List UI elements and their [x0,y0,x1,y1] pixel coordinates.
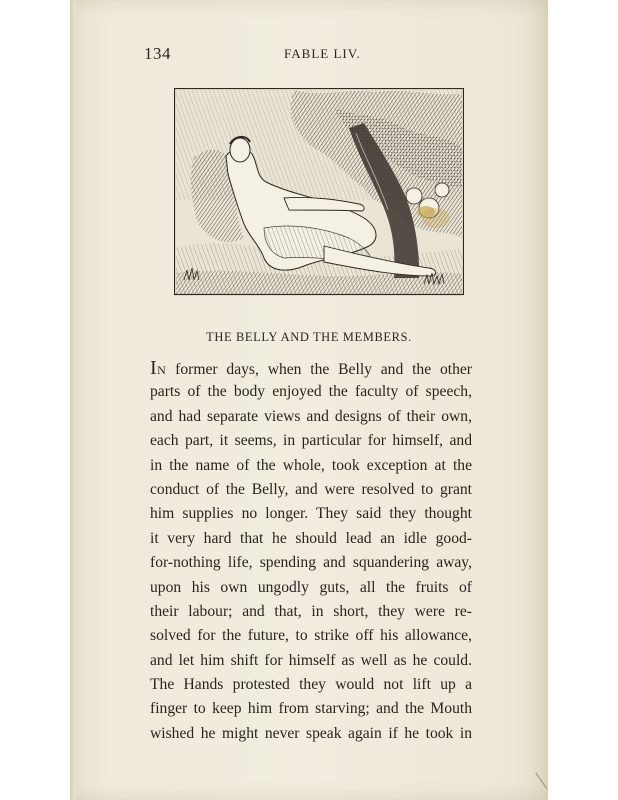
fable-number: FABLE LIV. [284,46,361,61]
drop-cap: I [150,357,158,379]
text-line: parts of the body enjoyed the faculty of speech, [150,383,472,401]
engraving-svg [174,88,464,300]
text-line: him supplies no longer. They said they thought [150,505,472,523]
text-line: for-nothing life, spending and squandering away, [150,554,472,572]
page-number: 134 [144,44,171,63]
text-line: in the name of the whole, took exception at the [150,456,472,474]
text-line: finger to keep him from starving; and the Mouth [150,700,472,718]
text-line: it very hard that he should lead an idle good- [150,529,472,547]
text-line: their labour; and that, in short, they were re- [150,602,472,620]
page-gutter-edge [70,0,76,800]
text-line: solved for the future, to strike off his allowance, [150,627,472,645]
text-line: upon his own ungodly guts, all the fruits of [150,578,472,596]
text-line-first [150,356,472,380]
text-line: wished he might never speak again if he took in [150,724,472,742]
small-cap: N [157,363,167,377]
fable-body-text [150,356,472,746]
fable-title: THE BELLY AND THE MEMBERS. [206,330,412,344]
text-line: each part, it seems, in particular for himself, and [150,432,472,450]
engraving-illustration [174,88,464,300]
text-line: and had separate views and designs of their own, [150,407,472,425]
book-page [70,0,548,800]
running-head [144,44,482,66]
text-line: conduct of the Belly, and were resolved to grant [150,480,472,498]
page-fold-mark [535,767,555,790]
first-line-rest: former days, when the Belly and the other [166,361,472,378]
text-line: The Hands protested they would not lift up a [150,676,472,694]
text-line: and let him shift for himself as well as he could. [150,651,472,669]
